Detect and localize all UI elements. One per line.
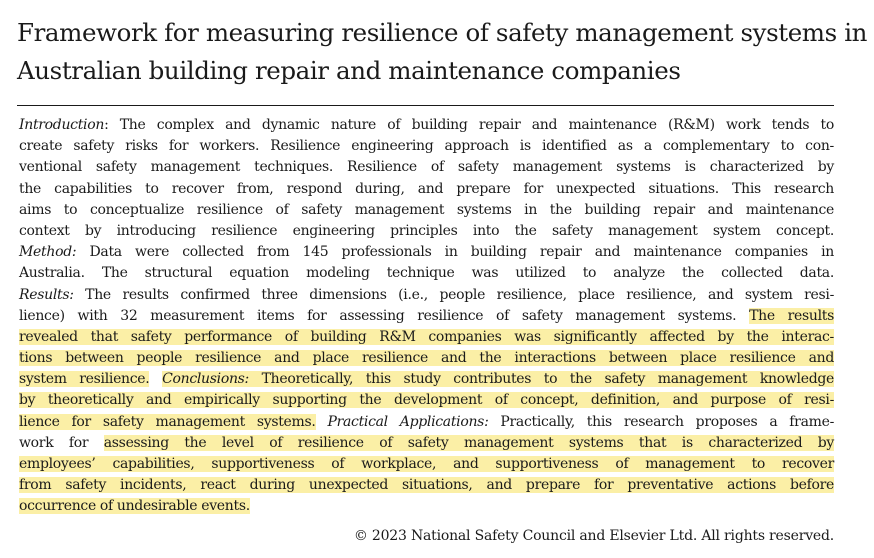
abstract-line: aims to conceptualize resilience of safety management systems in the building repair and maintenance xyxy=(19,201,834,218)
section-label-conclusions: Conclusions: xyxy=(162,371,249,388)
abstract-line: create safety risks for workers. Resilience engineering approach is identified as a complementary to con- xyxy=(19,138,834,155)
abstract-line xyxy=(19,369,834,390)
abstract xyxy=(19,115,834,518)
section-label-method: Method: xyxy=(19,244,77,261)
abstract-line: Results: The results confirmed three dimensions (i.e., people resilience, place resilience, and system resi- xyxy=(19,286,834,303)
abstract-line: Introduction: The complex and dynamic nature of building repair and maintenance (R&M) work tends to xyxy=(19,117,834,133)
abstract-line xyxy=(19,475,834,496)
abstract-line: Australia. The structural equation modeling technique was utilized to analyze the collected data. xyxy=(19,265,834,282)
highlighted-text: revealed that safety performance of building R&M companies was significantly affected by the interac- xyxy=(19,328,834,345)
highlighted-text: Theoretically, this study contributes to the safety management knowledge xyxy=(248,371,835,388)
abstract-line xyxy=(19,390,834,411)
highlighted-text: employees’ capabilities, supportiveness of workplace, and supportiveness of management to recover xyxy=(19,456,834,472)
abstract-line xyxy=(19,496,834,517)
abstract-line: context by introducing resilience engineering principles into the safety management system concept. xyxy=(19,222,834,239)
highlighted-text: assessing the level of resilience of safety management systems that is characterized by xyxy=(103,434,834,451)
highlighted-text: The results xyxy=(749,307,834,324)
highlighted-text: lience for safety management systems. xyxy=(19,413,316,430)
abstract-line: lience) with 32 measurement items for assessing resilience of safety management systems. The results xyxy=(19,307,834,324)
highlighted-text: system resilience. xyxy=(19,371,150,388)
title-line-2: Australian building repair and maintenance companies xyxy=(17,56,681,85)
highlighted-text: by theoretically and empirically supporting the development of concept, definition, and purpose of resi- xyxy=(19,392,834,409)
section-label-introduction: Introduction xyxy=(19,117,105,133)
abstract-line: ventional safety management techniques. Resilience of safety management systems is characterized by xyxy=(19,159,834,176)
abstract-line xyxy=(19,327,834,348)
section-label-results: Results: xyxy=(19,286,74,303)
paper-title xyxy=(17,14,867,90)
highlighted-text: tions between people resilience and place resilience and the interactions between place resilience and xyxy=(19,350,834,367)
abstract-line: lience for safety management systems. Practical Applications: Practically, this research proposes a frame- xyxy=(19,413,835,430)
abstract-line: Method: Data were collected from 145 professionals in building repair and maintenance companies in xyxy=(19,244,834,261)
abstract-line: work for assessing the level of resilience of safety management systems that is characterized by xyxy=(19,434,834,451)
title-divider xyxy=(17,105,834,106)
highlighted-text: occurrence of undesirable events. xyxy=(19,498,250,515)
highlighted-text: from safety incidents, react during unexpected situations, and prepare for preventative actions before xyxy=(19,477,834,494)
abstract-line xyxy=(19,454,834,475)
title-line-1: Framework for measuring resilience of safety management systems in xyxy=(17,18,868,47)
abstract-line: the capabilities to recover from, respond during, and prepare for unexpected situations. This research xyxy=(19,180,834,197)
section-label-practical-applications: Practical Applications: xyxy=(327,413,489,430)
abstract-line xyxy=(19,348,834,369)
copyright-notice: © 2023 National Safety Council and Elsevier Ltd. All rights reserved. xyxy=(353,528,834,544)
